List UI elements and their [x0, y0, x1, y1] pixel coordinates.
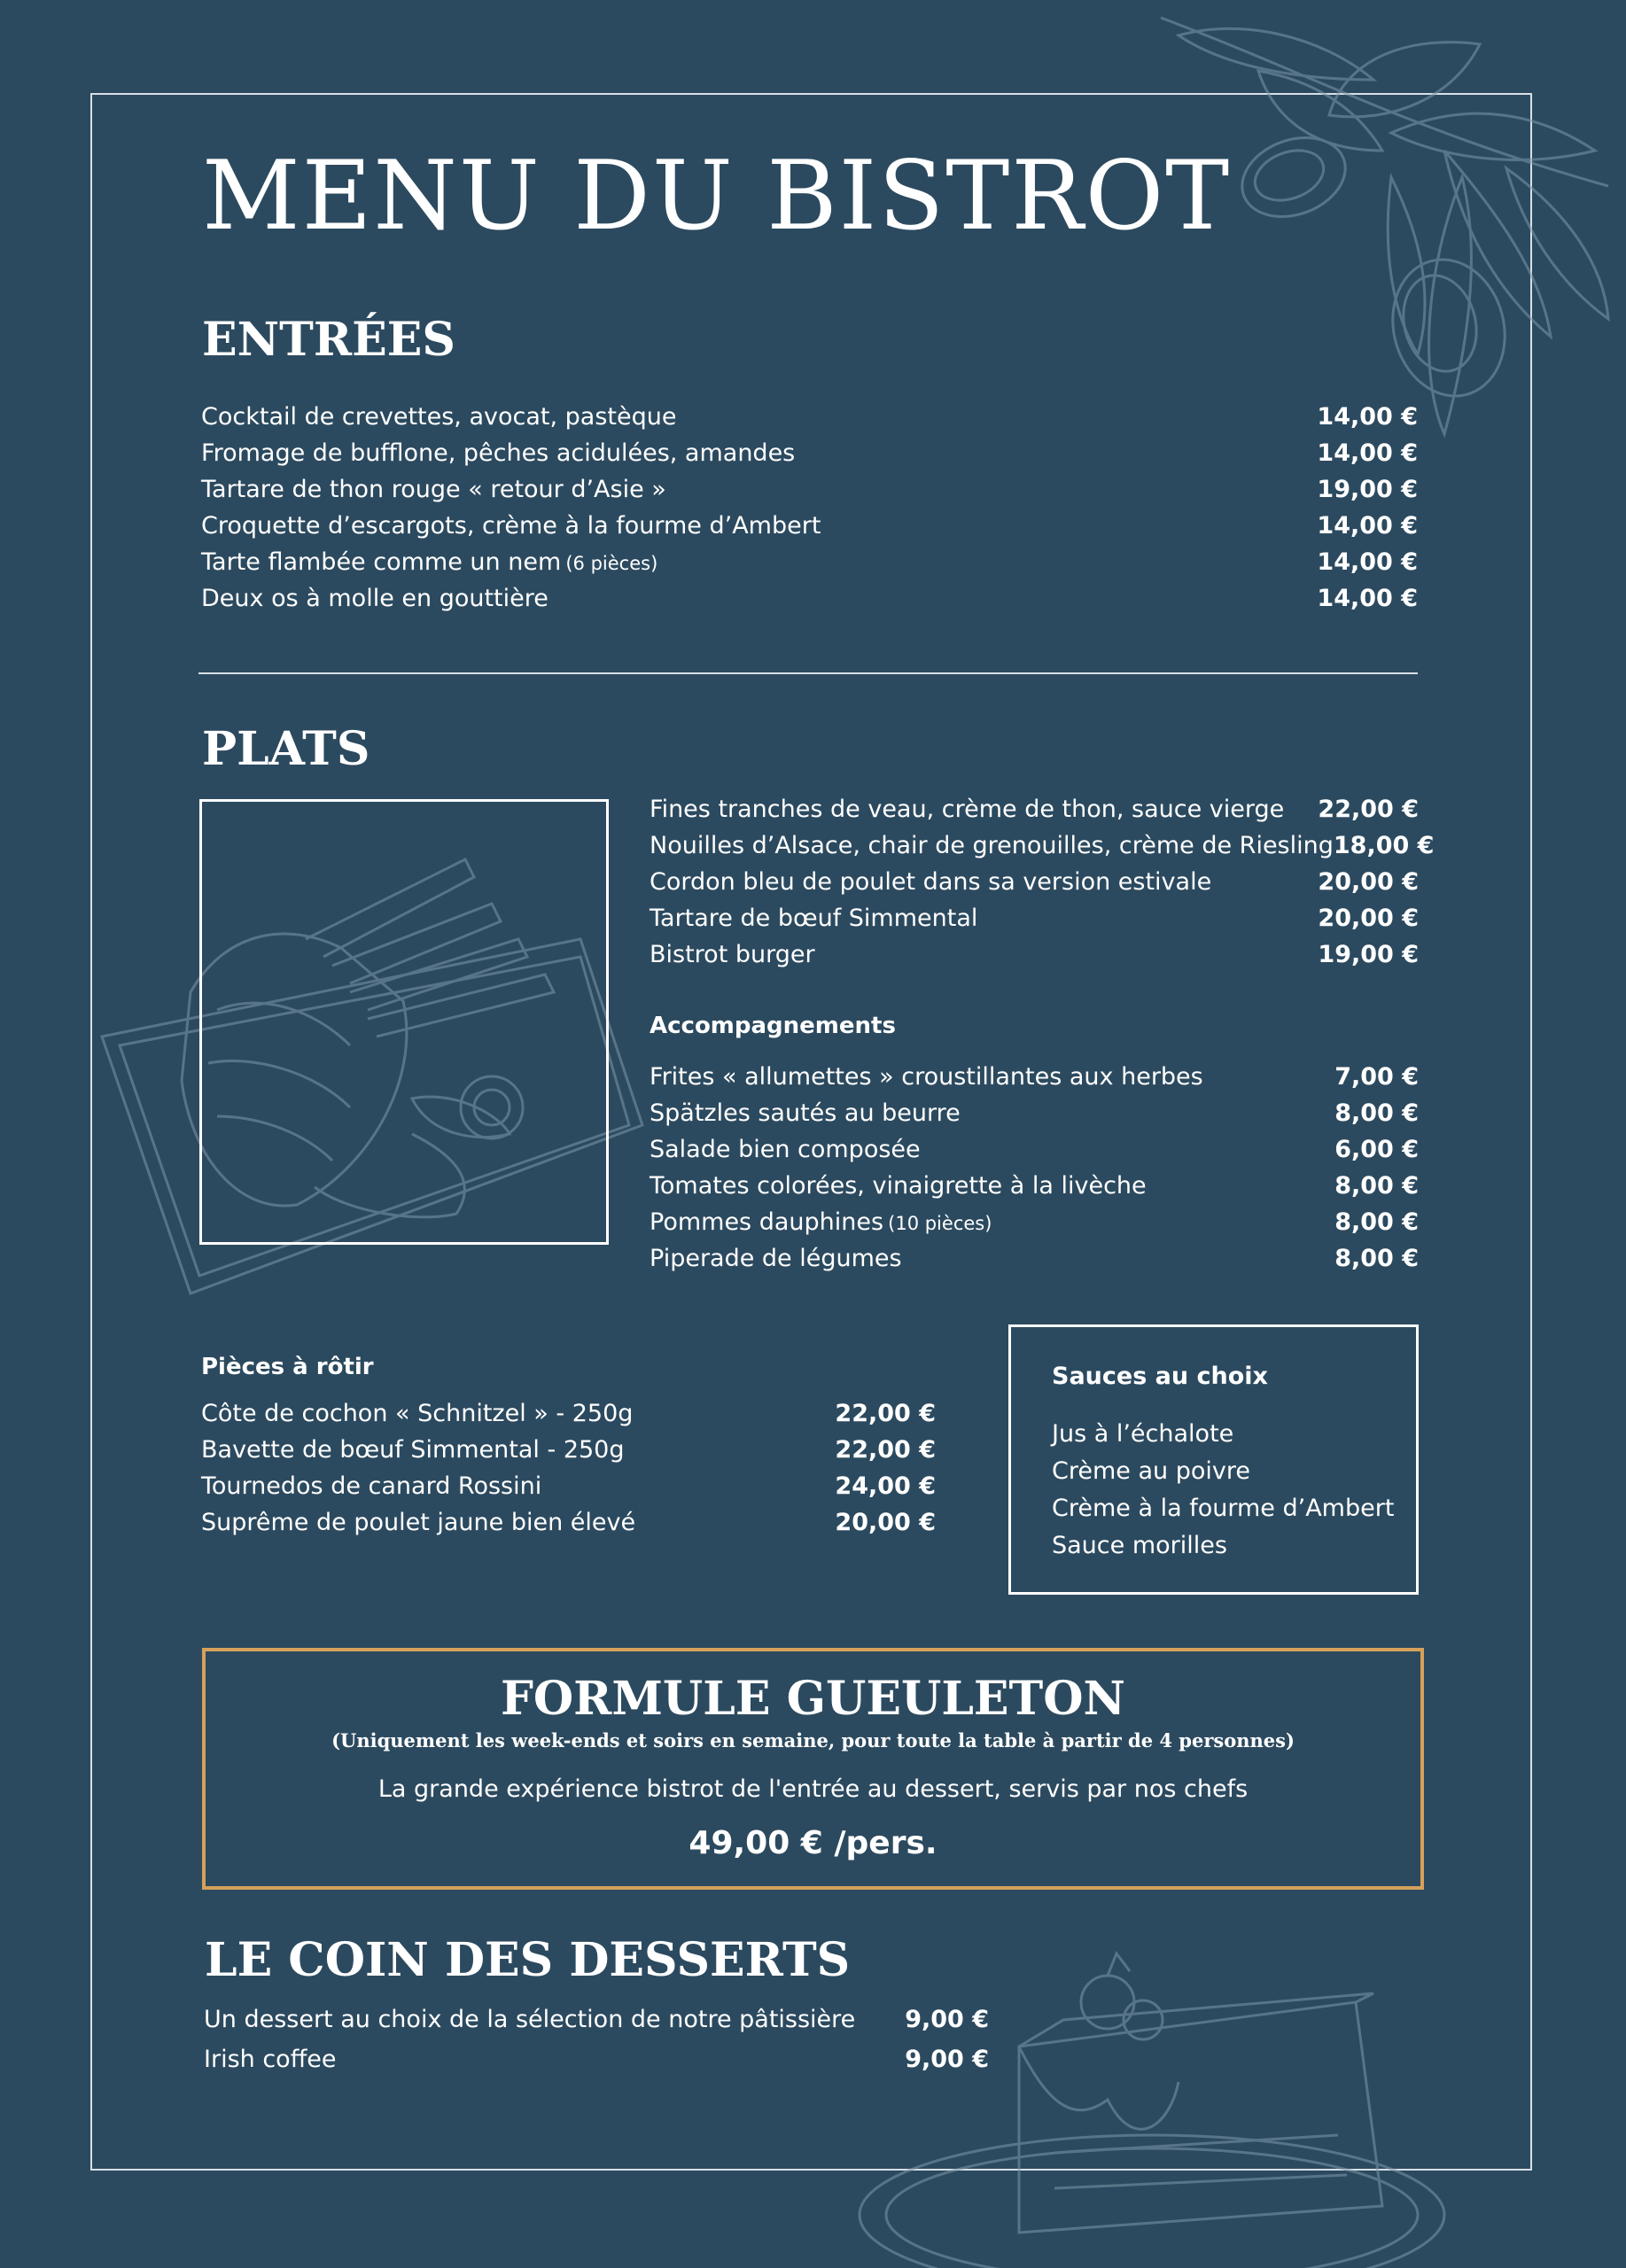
list-item — [204, 2006, 989, 2046]
list-item — [650, 868, 1419, 905]
item-price: 19,00 € — [1318, 941, 1419, 968]
item-name: Deux os à molle en gouttière — [201, 585, 548, 612]
plats-heading: PLATS — [202, 722, 370, 776]
list-item — [650, 1063, 1419, 1099]
item-name: Tournedos de canard Rossini — [201, 1472, 542, 1500]
item-price: 19,00 € — [1317, 476, 1418, 503]
item-name: Fines tranches de veau, crème de thon, sauce vierge — [650, 796, 1285, 823]
entrees-list — [201, 403, 1418, 621]
sauces-list — [1052, 1420, 1394, 1569]
item-name: Pommes dauphines (10 pièces) — [650, 1208, 992, 1236]
list-item — [650, 1172, 1419, 1208]
item-name: Croquette d’escargots, crème à la fourme d’Ambert — [201, 512, 821, 540]
plats-list — [650, 796, 1435, 977]
list-item — [201, 548, 1418, 585]
formule-conditions: (Uniquement les week-ends et soirs en semaine, pour toute la table à partir de 4 personnes) — [331, 1729, 1295, 1751]
item-name: Tomates colorées, vinaigrette à la livèche — [650, 1172, 1147, 1200]
item-price: 22,00 € — [835, 1400, 936, 1427]
item-price: 22,00 € — [1318, 796, 1419, 823]
list-item: Jus à l’échalote — [1052, 1420, 1234, 1448]
item-price: 8,00 € — [1334, 1099, 1419, 1127]
list-item — [201, 439, 1418, 476]
list-item — [204, 2046, 989, 2085]
list-item — [201, 476, 1418, 512]
list-item: Crème au poivre — [1052, 1457, 1250, 1485]
sauces-heading: Sauces au choix — [1052, 1363, 1268, 1390]
list-item — [201, 512, 1418, 548]
item-name: Nouilles d’Alsace, chair de grenouilles, crème de Riesling — [650, 832, 1334, 859]
item-name: Tarte flambée comme un nem (6 pièces) — [201, 548, 658, 576]
item-name: Tartare de thon rouge « retour d’Asie » — [201, 476, 666, 503]
formule-title: FORMULE GUEULETON — [500, 1672, 1126, 1726]
formule-box — [202, 1648, 1424, 1890]
item-name: Bavette de bœuf Simmental - 250g — [201, 1436, 625, 1464]
cake-slice-icon — [842, 1922, 1462, 2268]
item-name: Bistrot burger — [650, 941, 815, 968]
pieces-list — [201, 1400, 936, 1545]
item-name: Un dessert au choix de la sélection de notre pâtissière — [204, 2006, 856, 2033]
item-price: 14,00 € — [1317, 512, 1418, 540]
item-price: 8,00 € — [1334, 1208, 1419, 1236]
list-item — [650, 1208, 1419, 1245]
item-price: 9,00 € — [905, 2006, 989, 2033]
item-price: 24,00 € — [835, 1472, 936, 1500]
list-item — [201, 1472, 936, 1509]
plats-photo-frame — [199, 799, 609, 1245]
page-title: MENU DU BISTROT — [202, 141, 1232, 252]
item-price: 9,00 € — [905, 2046, 989, 2073]
item-name: Cordon bleu de poulet dans sa version estivale — [650, 868, 1212, 896]
section-divider — [198, 672, 1418, 674]
item-name: Cocktail de crevettes, avocat, pastèque — [201, 403, 677, 431]
item-name: Suprême de poulet jaune bien élevé — [201, 1509, 636, 1536]
list-item — [650, 832, 1435, 868]
item-price: 7,00 € — [1334, 1063, 1419, 1091]
item-price: 6,00 € — [1334, 1136, 1419, 1163]
list-item — [201, 1509, 936, 1545]
item-price: 14,00 € — [1317, 439, 1418, 467]
item-price: 20,00 € — [1318, 905, 1419, 932]
list-item — [201, 1436, 936, 1472]
list-item: Sauce morilles — [1052, 1532, 1227, 1559]
desserts-heading: LE COIN DES DESSERTS — [205, 1933, 851, 1987]
list-item — [650, 941, 1419, 977]
item-name: Irish coffee — [204, 2046, 337, 2073]
list-item — [650, 1245, 1419, 1281]
item-name: Salade bien composée — [650, 1136, 921, 1163]
item-name: Frites « allumettes » croustillantes aux herbes — [650, 1063, 1203, 1091]
item-price: 14,00 € — [1317, 548, 1418, 576]
item-price: 14,00 € — [1317, 585, 1418, 612]
item-price: 8,00 € — [1334, 1245, 1419, 1272]
formule-price: 49,00 € /pers. — [689, 1825, 937, 1861]
desserts-list — [204, 2006, 989, 2085]
item-price: 22,00 € — [835, 1436, 936, 1464]
list-item — [201, 1400, 936, 1436]
list-item — [650, 905, 1419, 941]
item-name: Spätzles sautés au beurre — [650, 1099, 961, 1127]
item-name: Côte de cochon « Schnitzel » - 250g — [201, 1400, 634, 1427]
item-name: Tartare de bœuf Simmental — [650, 905, 978, 932]
item-price: 20,00 € — [835, 1509, 936, 1536]
item-name: Piperade de légumes — [650, 1245, 902, 1272]
accompagnements-list — [650, 1063, 1419, 1281]
item-name: Fromage de bufflone, pêches acidulées, amandes — [201, 439, 796, 467]
item-price: 18,00 € — [1333, 832, 1435, 859]
list-item — [201, 403, 1418, 439]
item-price: 20,00 € — [1318, 868, 1419, 896]
item-price: 14,00 € — [1317, 403, 1418, 431]
accompagnements-heading: Accompagnements — [650, 1013, 896, 1039]
sauces-box — [1008, 1324, 1419, 1595]
list-item — [650, 796, 1419, 832]
list-item — [201, 585, 1418, 621]
pieces-heading: Pièces à rôtir — [201, 1354, 374, 1380]
entrees-heading: ENTRÉES — [202, 313, 455, 367]
list-item — [650, 1099, 1419, 1136]
item-price: 8,00 € — [1334, 1172, 1419, 1200]
list-item: Crème à la fourme d’Ambert — [1052, 1495, 1395, 1522]
list-item — [650, 1136, 1419, 1172]
formule-description: La grande expérience bistrot de l'entrée au dessert, servis par nos chefs — [377, 1775, 1249, 1803]
